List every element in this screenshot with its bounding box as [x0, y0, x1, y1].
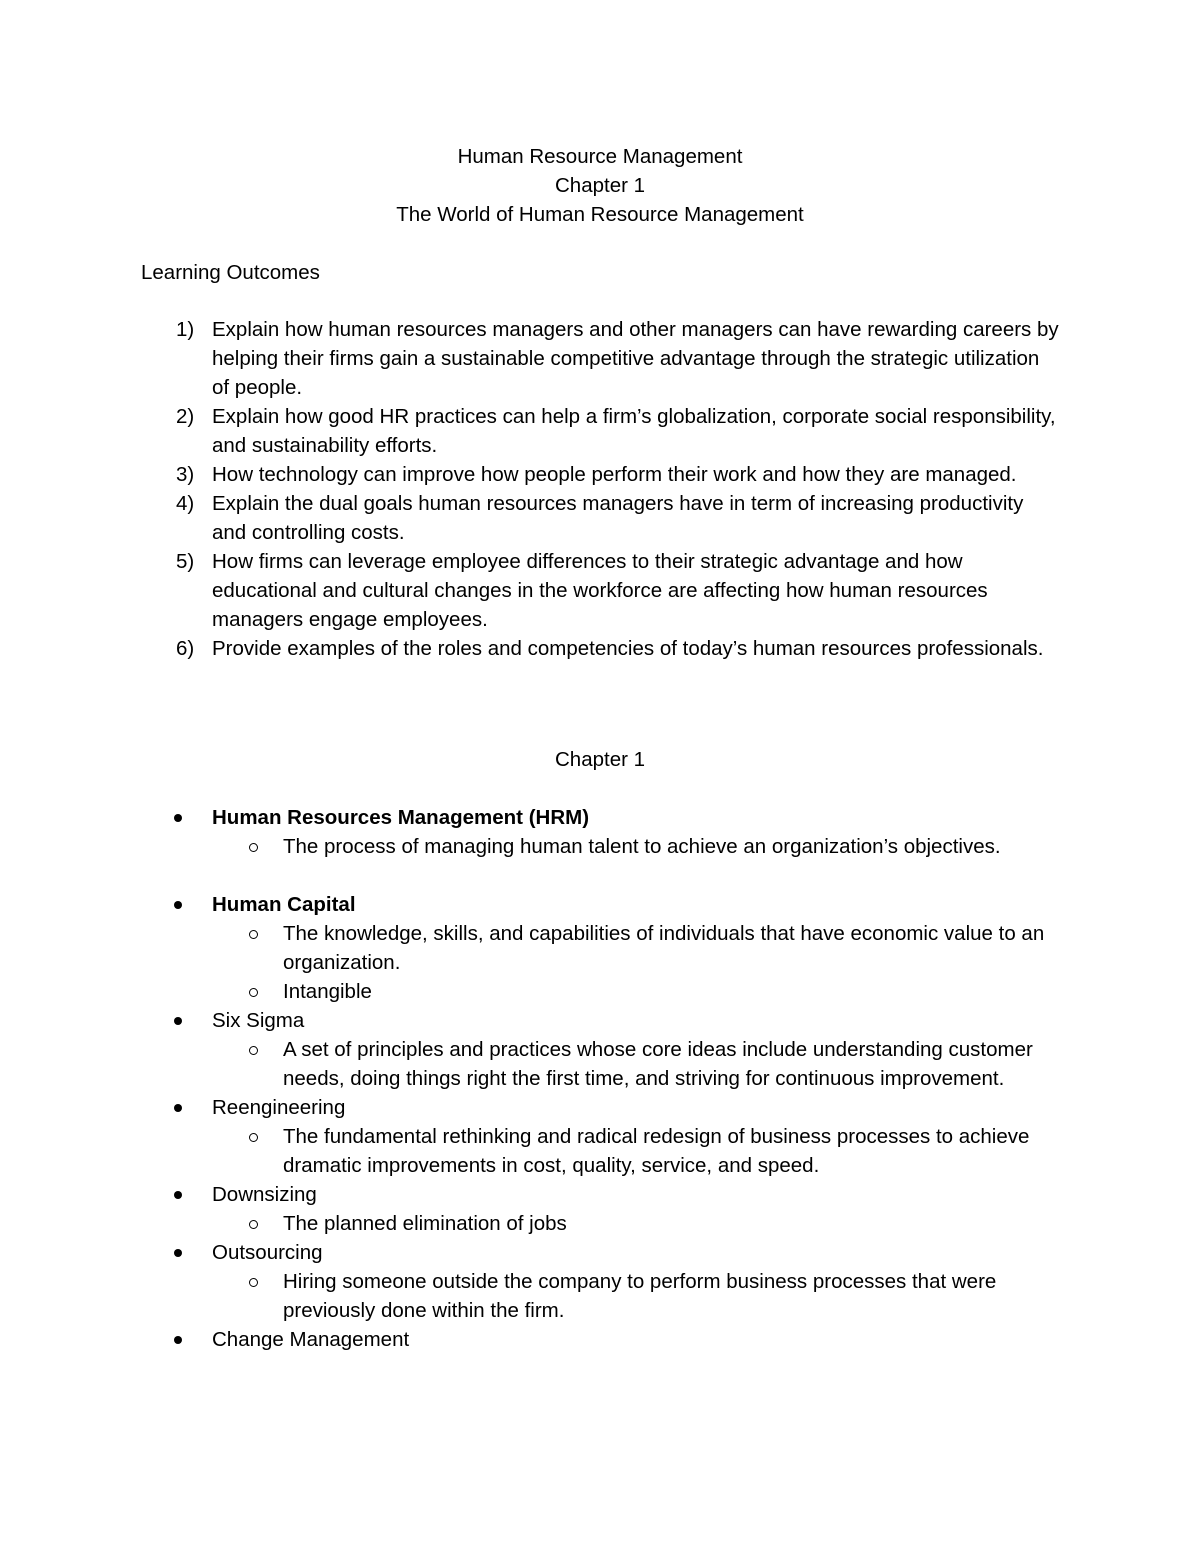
list-item: [141, 402, 1061, 460]
term-definition: [141, 1267, 1071, 1325]
terms-list: [141, 803, 1071, 1354]
chapter-subtitle: The World of Human Resource Management: [396, 203, 804, 226]
list-item-text: Explain the dual goals human resources managers have in term of increasing productivity and controlling costs.: [212, 492, 1024, 544]
circle-bullet-icon: [249, 1278, 258, 1287]
circle-bullet-icon: [249, 1133, 258, 1142]
document-title: Human Resource Management: [457, 145, 743, 168]
list-item: [141, 489, 1061, 547]
term-downsizing: [141, 1180, 1071, 1209]
term-label: Six Sigma: [212, 1009, 305, 1032]
term-definition: [141, 832, 1071, 861]
section-heading: Chapter 1: [554, 748, 646, 771]
term-six-sigma: [141, 1006, 1071, 1035]
spacer: [141, 861, 1071, 890]
term-label: Change Management: [212, 1328, 410, 1351]
list-item: [141, 315, 1061, 402]
learning-outcomes-heading: Learning Outcomes: [141, 261, 320, 284]
term-change-management: [141, 1325, 1071, 1354]
list-item: [141, 634, 1061, 663]
chapter-label: Chapter 1: [554, 174, 646, 197]
list-item-text: Provide examples of the roles and competencies of today’s human resources professionals.: [212, 637, 1044, 660]
term-definition: [141, 977, 1071, 1006]
circle-bullet-icon: [249, 988, 258, 997]
circle-bullet-icon: [249, 930, 258, 939]
term-label: Reengineering: [212, 1096, 346, 1119]
circle-bullet-icon: [249, 1220, 258, 1229]
bullet-icon: [174, 1191, 182, 1199]
bullet-icon: [174, 1249, 182, 1257]
term-label: Human Capital: [212, 893, 356, 916]
term-definition: [141, 919, 1071, 977]
list-item: [141, 460, 1061, 489]
term-label: Downsizing: [212, 1183, 317, 1206]
list-number: 3): [176, 463, 195, 486]
list-item-text: Explain how good HR practices can help a firm’s globalization, corporate social responsibility, and sustainability efforts.: [212, 405, 1056, 457]
list-item-text: How technology can improve how people perform their work and how they are managed.: [212, 463, 1017, 486]
term-hrm: [141, 803, 1071, 832]
term-reengineering: [141, 1093, 1071, 1122]
learning-outcomes-list: [141, 315, 1061, 663]
term-definition: [141, 1209, 1071, 1238]
list-item: [141, 547, 1061, 634]
bullet-icon: [174, 814, 182, 822]
list-number: 1): [176, 318, 195, 341]
term-human-capital: [141, 890, 1071, 919]
list-number: 5): [176, 550, 195, 573]
list-number: 4): [176, 492, 195, 515]
list-number: 6): [176, 637, 195, 660]
term-definition: [141, 1035, 1071, 1093]
term-outsourcing: [141, 1238, 1071, 1267]
definition-text: Intangible: [283, 980, 372, 1003]
term-label: Outsourcing: [212, 1241, 323, 1264]
list-item-text: Explain how human resources managers and other managers can have rewarding careers by helping their firms gain a sustainable competitive advantage through the strategic utilization of people.: [212, 318, 1059, 399]
definition-text: The process of managing human talent to achieve an organization’s objectives.: [283, 835, 1001, 858]
definition-text: Hiring someone outside the company to perform business processes that were previously done within the firm.: [283, 1270, 997, 1322]
bullet-icon: [174, 1104, 182, 1112]
term-definition: [141, 1122, 1071, 1180]
circle-bullet-icon: [249, 1046, 258, 1055]
definition-text: The planned elimination of jobs: [283, 1212, 567, 1235]
definition-text: The knowledge, skills, and capabilities of individuals that have economic value to an organization.: [283, 922, 1045, 974]
bullet-icon: [174, 901, 182, 909]
circle-bullet-icon: [249, 843, 258, 852]
bullet-icon: [174, 1336, 182, 1344]
list-number: 2): [176, 405, 195, 428]
bullet-icon: [174, 1017, 182, 1025]
term-label: Human Resources Management (HRM): [212, 806, 590, 829]
definition-text: The fundamental rethinking and radical redesign of business processes to achieve dramatic improvements in cost, quality, service, and speed.: [283, 1125, 1030, 1177]
list-item-text: How firms can leverage employee differences to their strategic advantage and how educational and cultural changes in the workforce are affecting how human resources managers engage employees.: [212, 550, 988, 631]
definition-text: A set of principles and practices whose core ideas include understanding customer needs, doing things right the first time, and striving for continuous improvement.: [283, 1038, 1033, 1090]
